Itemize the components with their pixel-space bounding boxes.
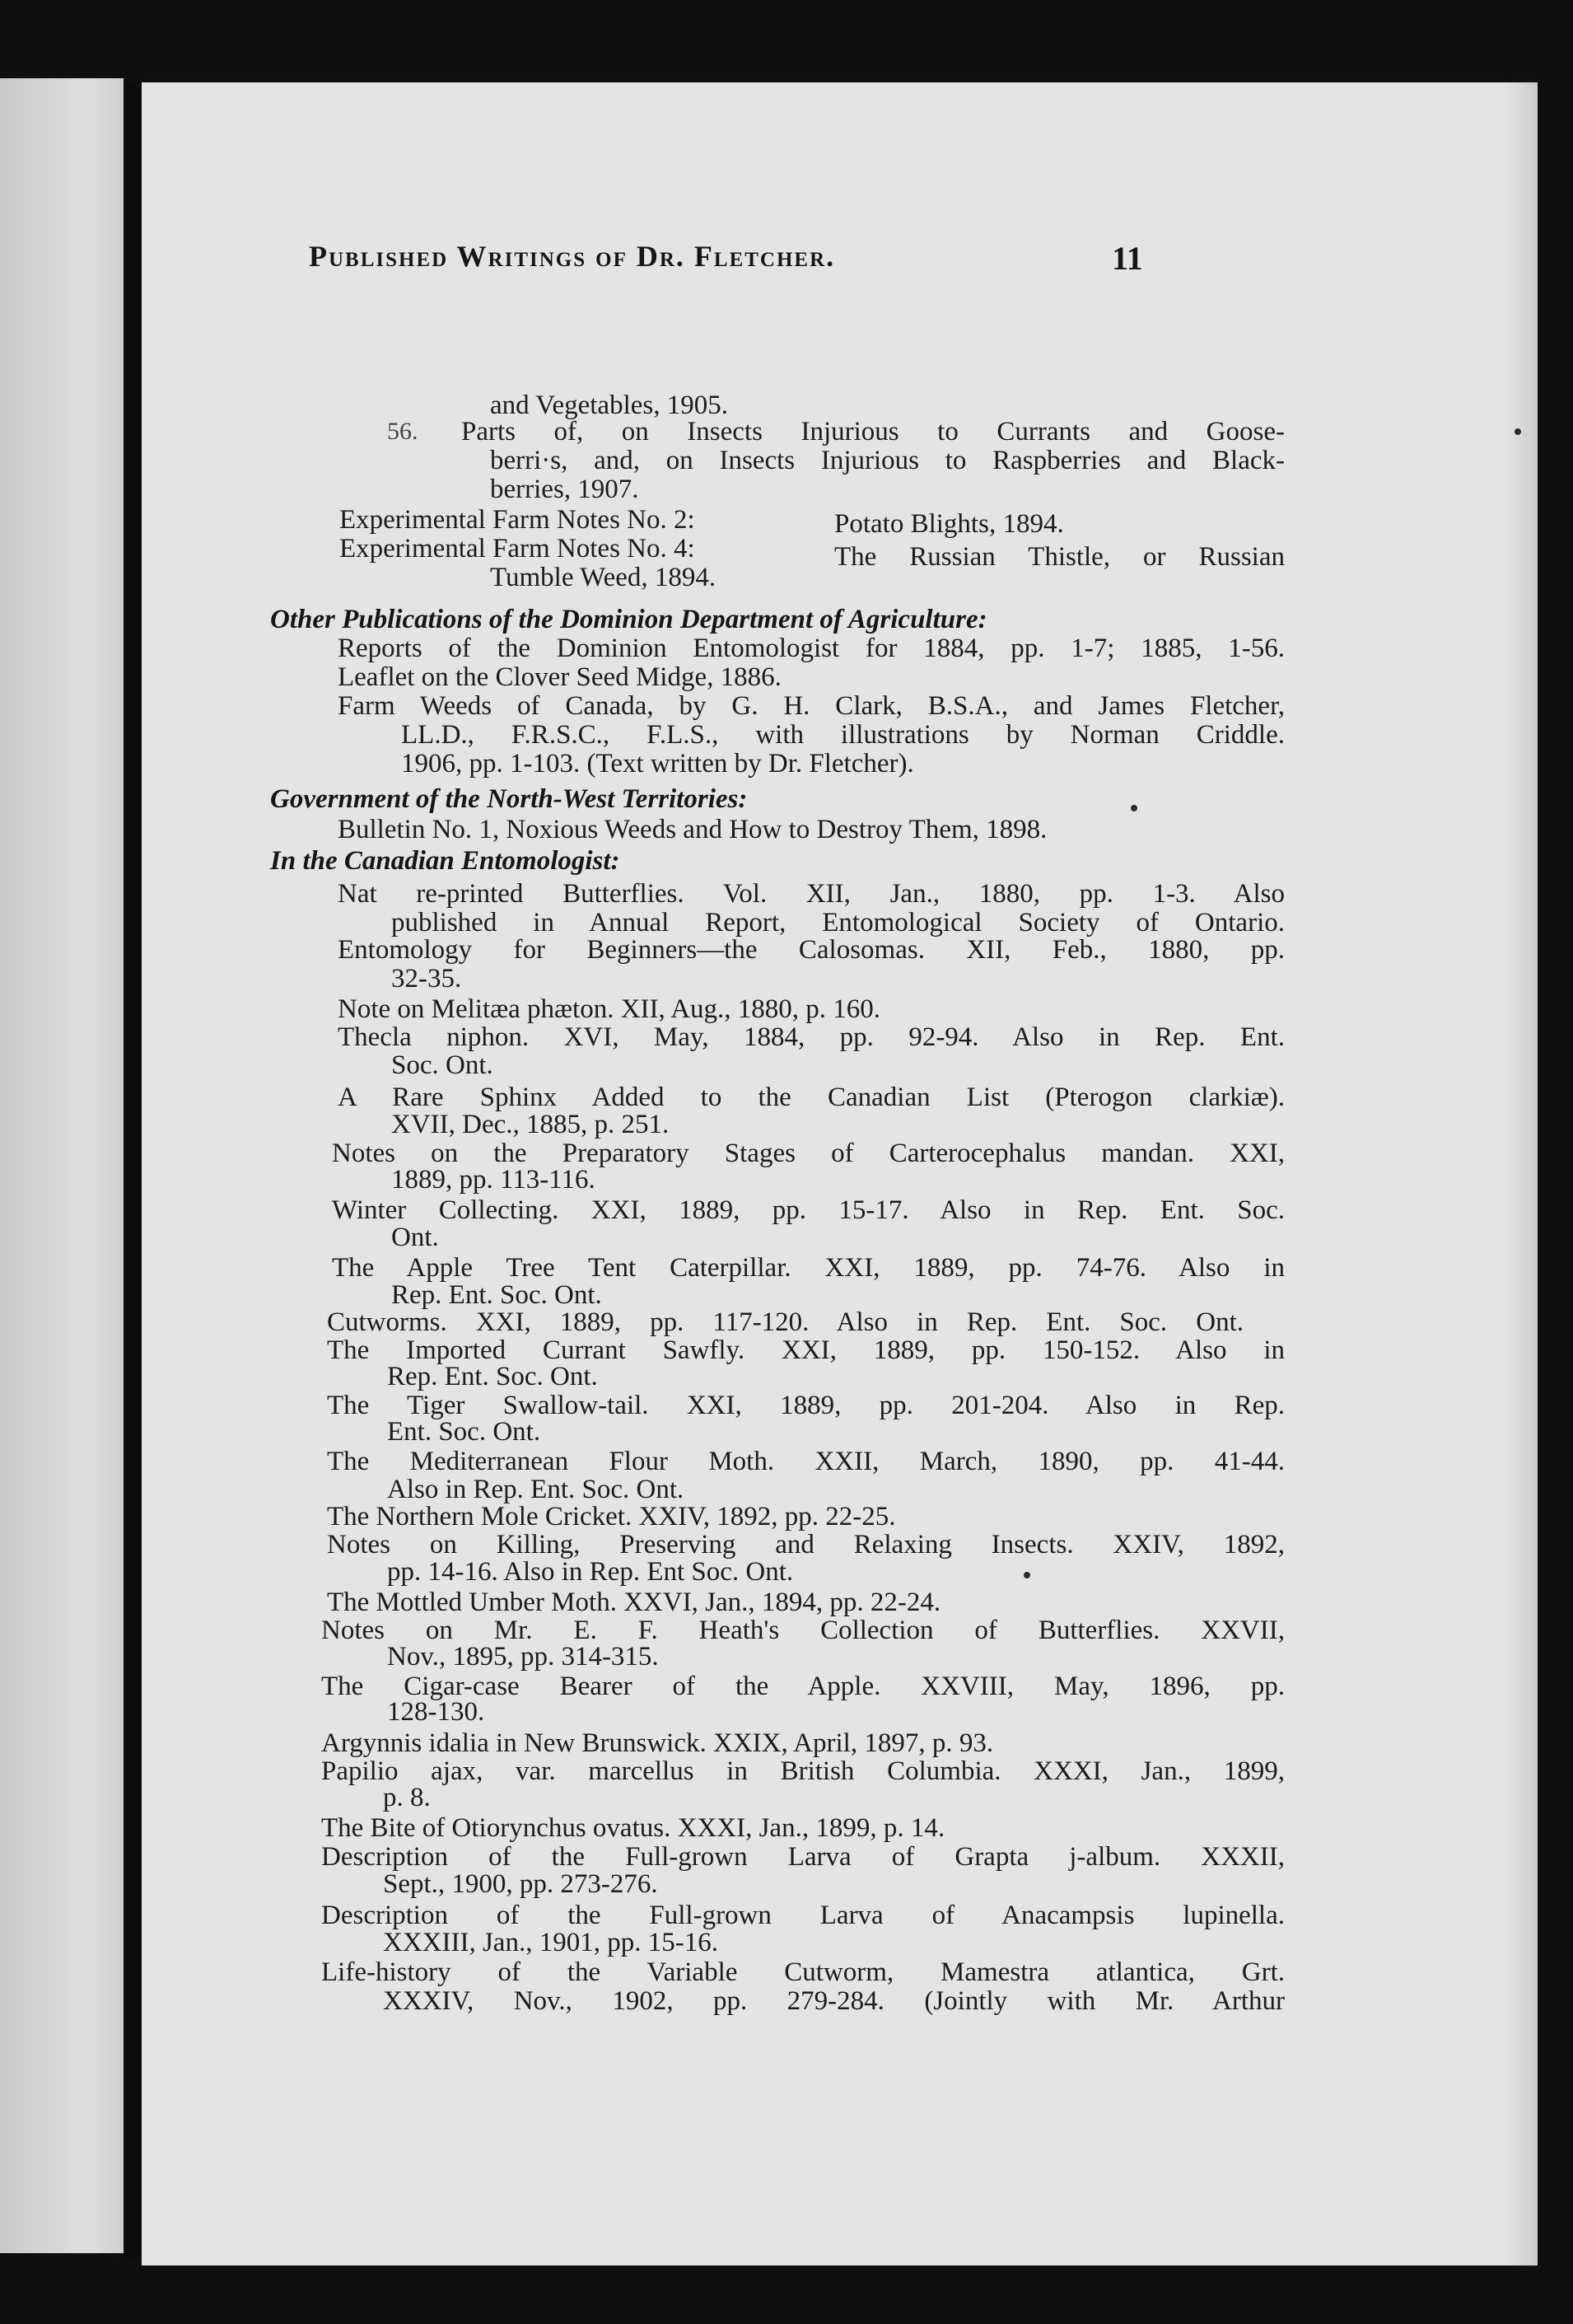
text-line: Nat re-printed Butterflies. Vol. XII, Jan., 1880, pp. 1-3. Also xyxy=(338,879,1285,909)
text-line: Parts of, on Insects Injurious to Currants and Goose- xyxy=(461,417,1285,447)
text-line: Ent. Soc. Ont. xyxy=(387,1417,541,1447)
left-page-edge xyxy=(0,78,124,2253)
text-line: Nov., 1895, pp. 314-315. xyxy=(387,1642,659,1672)
page-speck xyxy=(1131,805,1137,811)
text-line: XVII, Dec., 1885, p. 251. xyxy=(391,1110,670,1139)
text-line: The Northern Mole Cricket. XXIV, 1892, pp. 22-25. xyxy=(327,1502,896,1531)
text-line: 1889, pp. 113-116. xyxy=(391,1165,595,1195)
section-heading: Other Publications of the Dominion Department of Agriculture: xyxy=(270,605,987,634)
text-line: berri·s, and, on Insects Injurious to Raspberries and Black- xyxy=(490,446,1285,475)
text-line: Farm Weeds of Canada, by G. H. Clark, B.S.A., and James Fletcher, xyxy=(338,691,1285,721)
text-line: The Mediterranean Flour Moth. XXII, March, 1890, pp. 41-44. xyxy=(327,1447,1285,1476)
text-line: Rep. Ent. Soc. Ont. xyxy=(387,1362,598,1391)
text-line: The Apple Tree Tent Caterpillar. XXI, 1889, pp. 74-76. Also in xyxy=(332,1253,1285,1283)
text-line: and Vegetables, 1905. xyxy=(490,390,728,420)
text-line: Ont. xyxy=(391,1223,439,1252)
text-line: Soc. Ont. xyxy=(391,1050,493,1080)
text-line: Reports of the Dominion Entomologist for 1884, pp. 1-7; 1885, 1-56. xyxy=(338,634,1285,663)
section-heading: In the Canadian Entomologist: xyxy=(270,846,620,876)
text-line: The Tiger Swallow-tail. XXI, 1889, pp. 201-204. Also in Rep. xyxy=(327,1391,1285,1420)
text-line: Notes on the Preparatory Stages of Carterocephalus mandan. XXI, xyxy=(332,1139,1285,1168)
text-line: The Mottled Umber Moth. XXVI, Jan., 1894, pp. 22-24. xyxy=(327,1588,941,1617)
text-line: berries, 1907. xyxy=(490,475,639,504)
text-line: The Russian Thistle, or Russian xyxy=(834,542,1285,572)
running-head-title: Published Writings of Dr. Fletcher. xyxy=(309,240,836,273)
text-line: Rep. Ent. Soc. Ont. xyxy=(391,1280,602,1310)
text-line: XXXIII, Jan., 1901, pp. 15-16. xyxy=(383,1928,718,1957)
text-line: XXXIV, Nov., 1902, pp. 279-284. (Jointly with Mr. Arthur xyxy=(383,1986,1285,2016)
stray-mark xyxy=(1024,1572,1030,1578)
text-line: Also in Rep. Ent. Soc. Ont. xyxy=(387,1475,684,1504)
text-line: Description of the Full-grown Larva of Anacampsis lupinella. xyxy=(321,1901,1285,1930)
text-line: Entomology for Beginners—the Calosomas. XII, Feb., 1880, pp. xyxy=(338,935,1285,965)
text-line: Winter Collecting. XXI, 1889, pp. 15-17. Also in Rep. Ent. Soc. xyxy=(332,1195,1285,1225)
text-line: 32-35. xyxy=(391,964,462,994)
text-line: Papilio ajax, var. marcellus in British Columbia. XXXI, Jan., 1899, xyxy=(321,1756,1285,1786)
text-line: Experimental Farm Notes No. 2: xyxy=(339,505,695,535)
page-number: 11 xyxy=(1112,240,1143,277)
text-line: Sept., 1900, pp. 273-276. xyxy=(383,1869,658,1899)
section-heading: Government of the North-West Territories: xyxy=(270,784,748,814)
text-line: Life-history of the Variable Cutworm, Mamestra atlantica, Grt. xyxy=(321,1957,1285,1987)
text-line: The Bite of Otiorynchus ovatus. XXXI, Jan., 1899, p. 14. xyxy=(321,1813,945,1843)
text-line: 1906, pp. 1-103. (Text written by Dr. Fletcher). xyxy=(401,749,914,779)
text-line: Argynnis idalia in New Brunswick. XXIX, April, 1897, p. 93. xyxy=(321,1728,994,1758)
page xyxy=(142,82,1538,2266)
text-line: The Cigar-case Bearer of the Apple. XXVIII, May, 1896, pp. xyxy=(321,1672,1285,1701)
text-line: Experimental Farm Notes No. 4: xyxy=(339,534,695,563)
text-line: The Imported Currant Sawfly. XXI, 1889, pp. 150-152. Also in xyxy=(327,1335,1285,1365)
text-line: 128-130. xyxy=(387,1697,485,1727)
text-line: Leaflet on the Clover Seed Midge, 1886. xyxy=(338,662,782,692)
text-line: Potato Blights, 1894. xyxy=(834,509,1064,539)
text-line: p. 8. xyxy=(383,1783,431,1812)
text-line: Notes on Mr. E. F. Heath's Collection of Butterflies. XXVII, xyxy=(321,1616,1285,1645)
text-line: LL.D., F.R.S.C., F.L.S., with illustrations by Norman Criddle. xyxy=(401,720,1285,750)
text-line: Note on Melitæa phæton. XII, Aug., 1880, p. 160. xyxy=(338,994,881,1024)
page-speck xyxy=(1515,428,1521,435)
text-line: published in Annual Report, Entomological Society of Ontario. xyxy=(391,908,1285,938)
text-line: Thecla niphon. XVI, May, 1884, pp. 92-94. Also in Rep. Ent. xyxy=(338,1022,1285,1052)
text-line: Tumble Weed, 1894. xyxy=(490,563,716,592)
text-line: Bulletin No. 1, Noxious Weeds and How to Destroy Them, 1898. xyxy=(338,815,1048,844)
text-line: Cutworms. XXI, 1889, pp. 117-120. Also in Rep. Ent. Soc. Ont. xyxy=(327,1307,1244,1337)
text-line: Notes on Killing, Preserving and Relaxing Insects. XXIV, 1892, xyxy=(327,1530,1285,1559)
text-line: Description of the Full-grown Larva of Grapta j-album. XXXII, xyxy=(321,1842,1285,1872)
text-line: pp. 14-16. Also in Rep. Ent Soc. Ont. xyxy=(387,1557,794,1587)
entry-number: 56. xyxy=(387,418,418,445)
page-edge-shadow xyxy=(1505,82,1538,2266)
text-line: A Rare Sphinx Added to the Canadian List (Pterogon clarkiæ). xyxy=(338,1083,1285,1112)
